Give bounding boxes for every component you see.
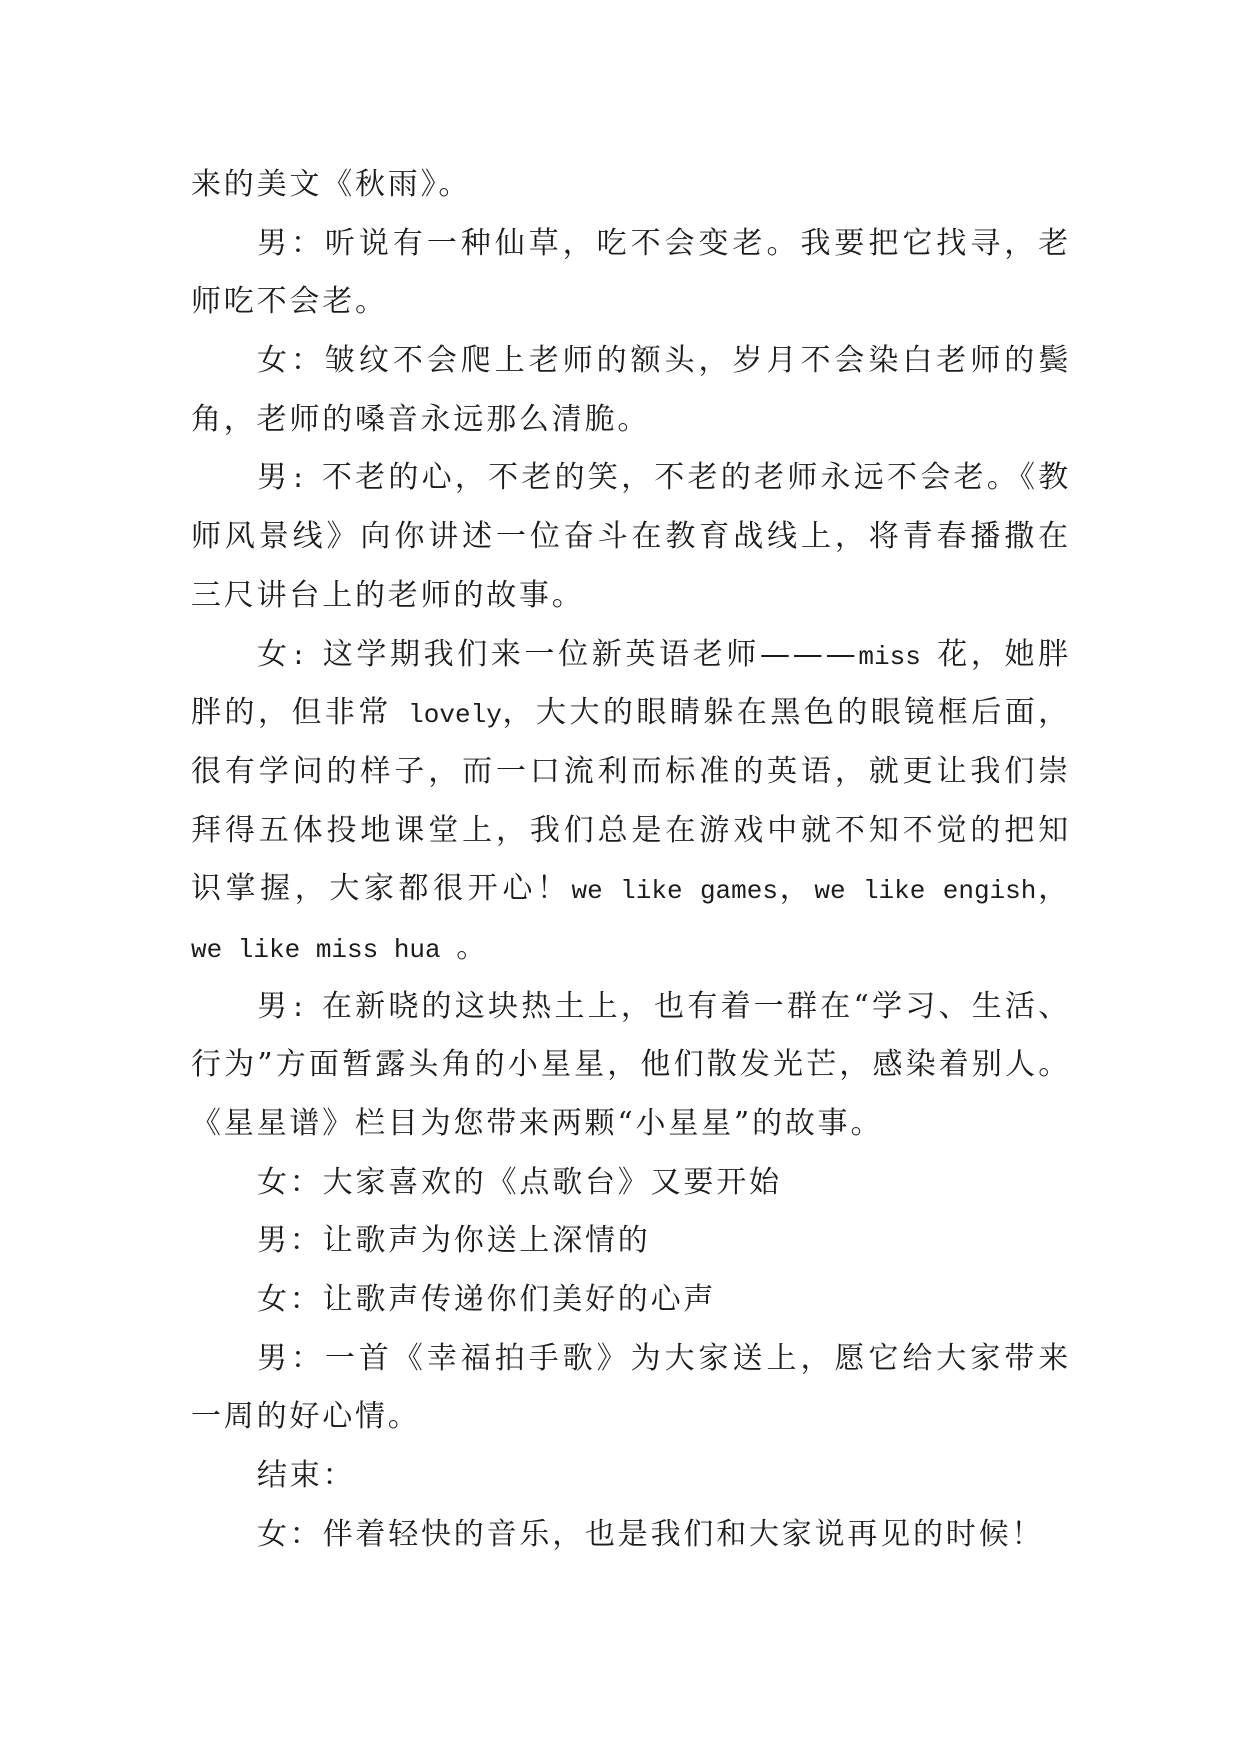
paragraph [191, 1506, 1071, 1565]
latin-run: : [290, 641, 323, 672]
paragraph [191, 1447, 1071, 1506]
text-line: 师风景线》向你讲述一位奋斗在教育战线上，将青春播撒在 [191, 519, 1071, 555]
paragraph [191, 332, 1071, 449]
text-line: 男：听说有一种仙草，吃不会变老。我要把它找寻，老 [257, 225, 1071, 261]
section-heading: 结束： [257, 1458, 356, 1494]
text-line: 胖的，但非常 lovely，大大的眼睛躲在黑色的眼镜框后面， [191, 695, 1071, 731]
text-line: 女：让歌声传递你们美好的心声 [257, 1282, 717, 1318]
text-line: 女：伴着轻快的音乐，也是我们和大家说再见的时候！ [257, 1516, 1045, 1552]
paragraph [191, 1154, 1071, 1213]
latin-run: we like games [571, 876, 778, 907]
text-line: 拜得五体投地课堂上，我们总是在游戏中就不知不觉的把知 [191, 812, 1071, 848]
paragraph [191, 978, 1071, 1154]
paragraph [191, 156, 1071, 215]
paragraph [191, 1212, 1071, 1271]
text-line: 很有学问的样子，而一口流利而标准的英语，就更让我们崇 [191, 753, 1071, 789]
latin-run: we like miss hua [191, 934, 457, 965]
text-line: we like miss hua 。 [191, 929, 490, 965]
text-line: 师吃不会老。 [191, 284, 388, 320]
latin-run: lovely [391, 700, 502, 731]
text-line: 男: 不老的心，不老的笑，不老的老师永远不会老。《教 [257, 460, 1071, 496]
text-line: 《星星谱》栏目为您带来两颗“小星星”的故事。 [191, 1106, 884, 1141]
text-line: 女：大家喜欢的《点歌台》又要开始 [257, 1164, 782, 1200]
paragraph [191, 1271, 1071, 1330]
paragraph [191, 449, 1071, 625]
text-line: 三尺讲台上的老师的故事。 [191, 577, 585, 613]
text-line: 男：让歌声为你送上深情的 [257, 1223, 651, 1259]
latin-run: we like engish [814, 876, 1037, 907]
text-line: 女：皱纹不会爬上老师的额头，岁月不会染白老师的鬓 [257, 343, 1071, 379]
latin-run: miss [858, 641, 938, 672]
text-line: 男: 在新晓的这块热土上，也有着一群在“学习、生活、 [257, 988, 1071, 1024]
text-line: 一周的好心情。 [191, 1399, 421, 1435]
text-line: 行为”方面暂露头角的小星星，他们散发光芒，感染着别人。 [191, 1047, 1071, 1083]
paragraph [191, 215, 1071, 332]
text-line: 男：一首《幸福拍手歌》为大家送上，愿它给大家带来 [257, 1340, 1071, 1376]
text-line: 女: 这学期我们来一位新英语老师———miss 花，她胖 [257, 636, 1071, 672]
latin-run: : [290, 993, 322, 1024]
text-line: 识掌握，大家都很开心！we like games，we like engish， [191, 871, 1071, 907]
text-line: 角，老师的嗓音永远那么清脆。 [191, 401, 651, 437]
paragraph [191, 626, 1071, 978]
latin-run: : [290, 465, 322, 496]
paragraph [191, 1330, 1071, 1447]
document-body [191, 156, 1071, 1565]
text-line: 来的美文《秋雨》。 [191, 167, 472, 202]
